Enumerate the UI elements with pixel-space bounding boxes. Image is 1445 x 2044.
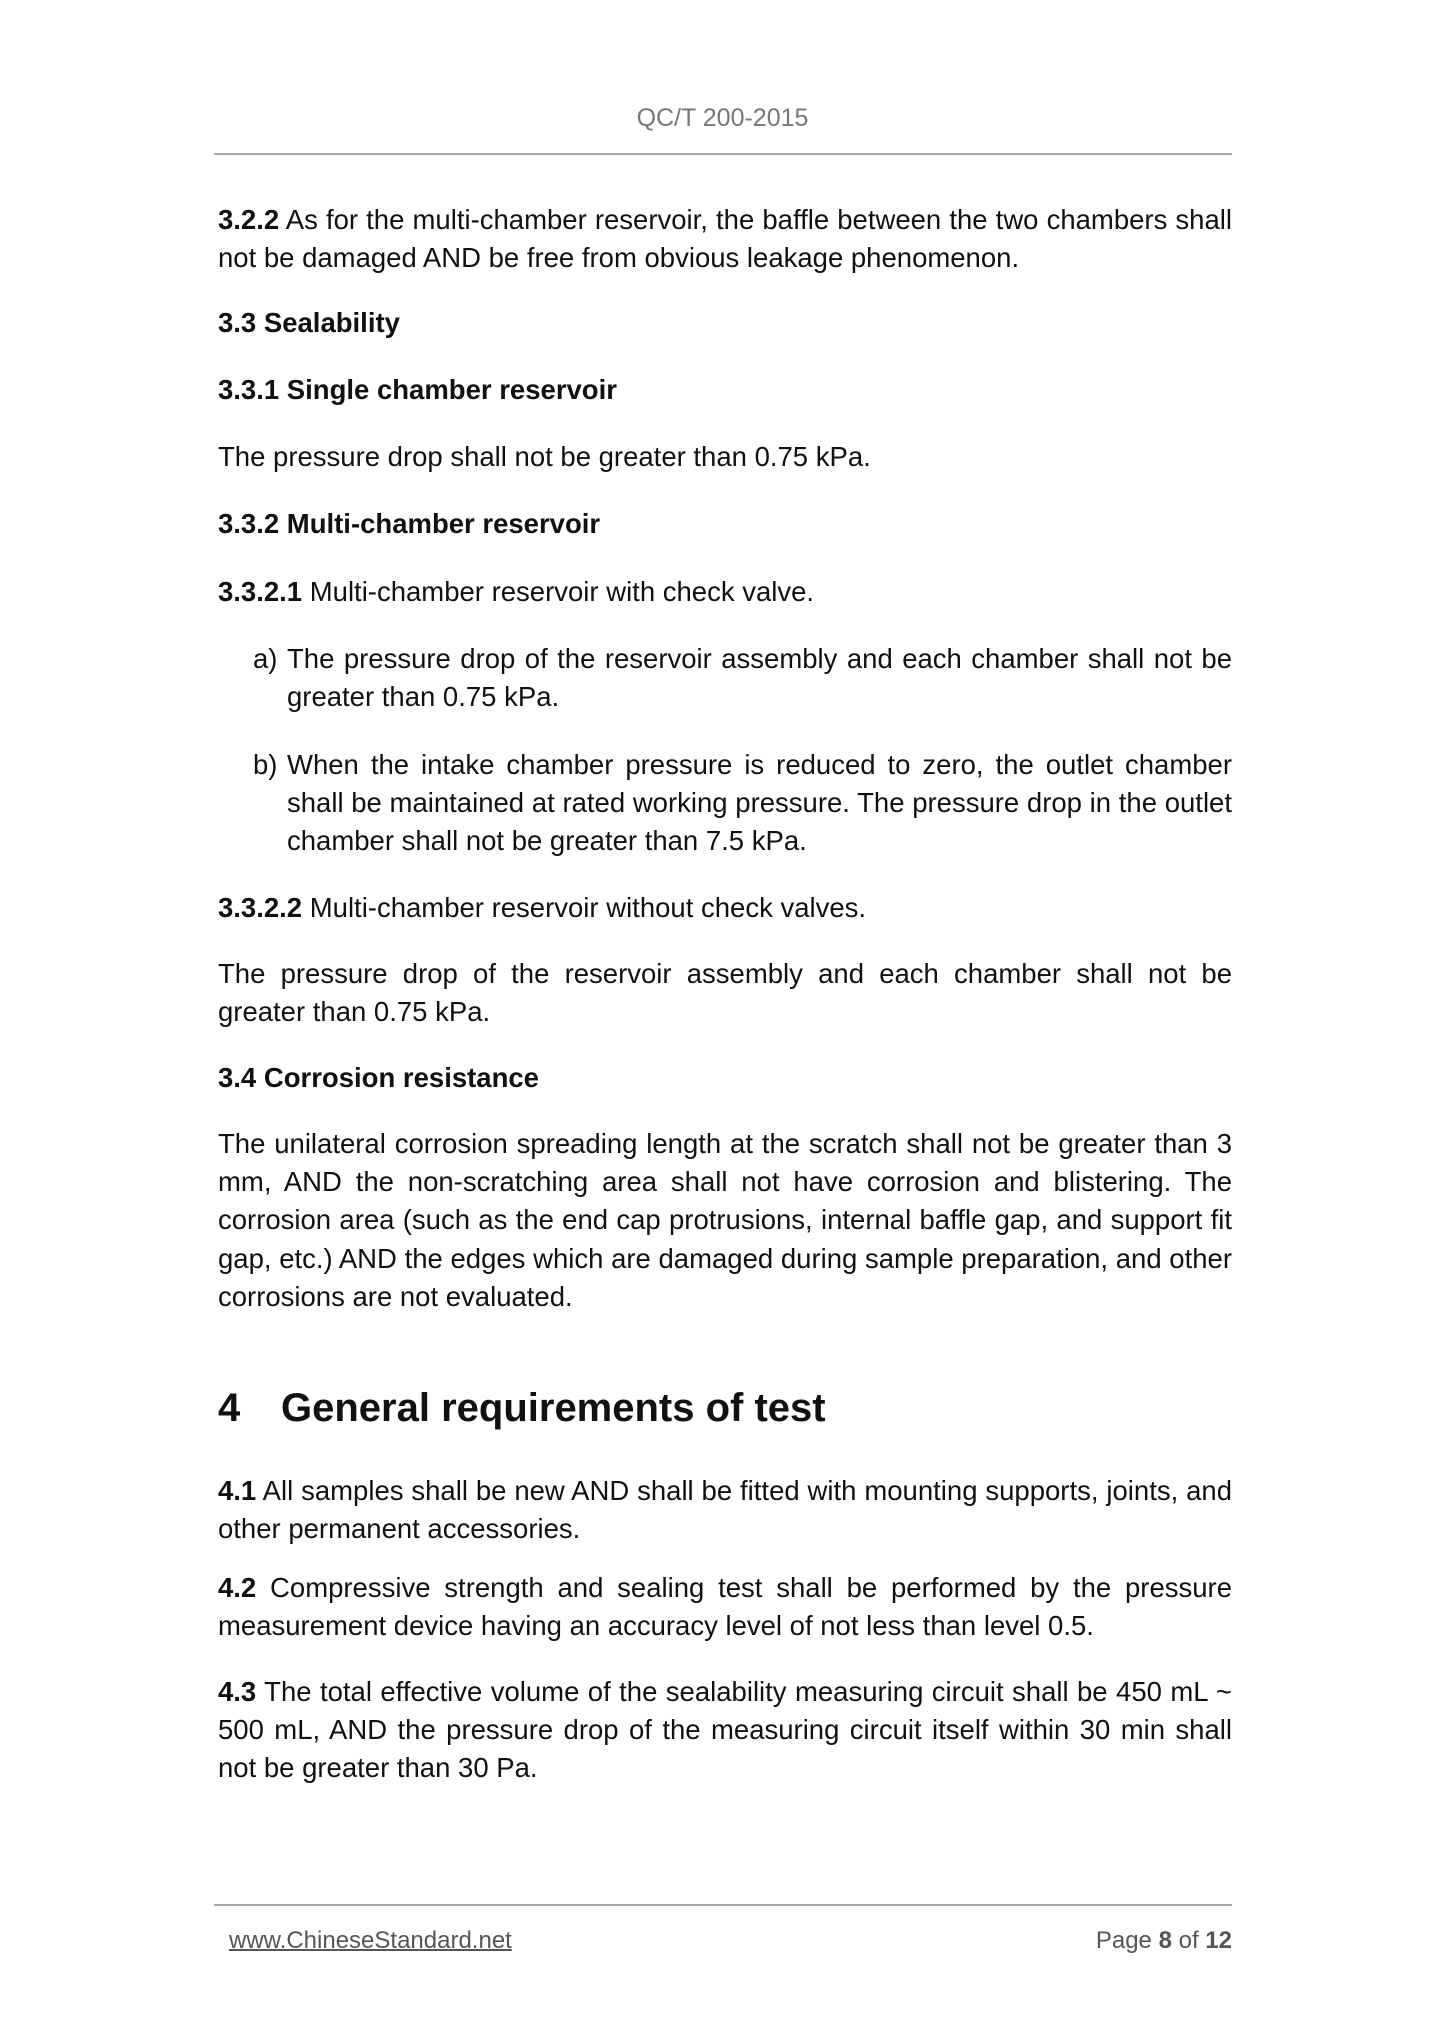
- chapter-title: General requirements of test: [281, 1386, 826, 1430]
- paragraph-3-3-2-1: [218, 573, 1232, 611]
- clause-number: 4.1: [218, 1475, 257, 1506]
- paragraph-3-3-1: The pressure drop shall not be greater than 0.75 kPa.: [218, 441, 871, 472]
- clause-number: 4.3: [218, 1676, 257, 1707]
- of-label: of: [1178, 1927, 1199, 1954]
- page-label: Page: [1095, 1927, 1152, 1954]
- chapter-number: 4: [218, 1386, 241, 1430]
- clause-text: Compressive strength and sealing test shall be performed by the pressure measurement device having an accuracy level of not less than level 0.5.: [218, 1572, 1232, 1642]
- paragraph-3-3-2-2: [218, 889, 1232, 927]
- clause-text: As for the multi-chamber reservoir, the baffle between the two chambers shall not be damaged AND be free from obvious leakage phenomenon.: [218, 204, 1232, 274]
- document-code-header: QC/T 200-2015: [636, 104, 809, 132]
- list-item-text: When the intake chamber pressure is reduced to zero, the outlet chamber shall be maintained at rated working pressure. The pressure drop in the outlet chamber shall not be greater than 7.5 kPa.: [287, 749, 1232, 857]
- paragraph-3-4: The unilateral corrosion spreading length at the scratch shall not be greater than 3 mm, AND the non-scratching area shall not have corrosion and blistering. The corrosion area (such as the end cap protrusions, internal baffle gap, and support fit gap, etc.) AND the edges which are damaged during sample preparation, and other corrosions are not evaluated.: [218, 1128, 1232, 1312]
- clause-number: 4.2: [218, 1572, 257, 1603]
- page-current: 8: [1158, 1927, 1172, 1954]
- paragraph-4-3: [218, 1673, 1232, 1788]
- clause-text: The total effective volume of the sealability measuring circuit shall be 450 mL ~ 500 mL, AND the pressure drop of the measuring circuit itself within 30 min shall not be greater than 30 Pa.: [218, 1676, 1232, 1784]
- clause-text: Multi-chamber reservoir with check valve.: [309, 576, 815, 607]
- list-item-b: [253, 746, 1232, 861]
- clause-text: Multi-chamber reservoir without check valves.: [309, 892, 867, 923]
- list-item-text: The pressure drop of the reservoir assembly and each chamber shall not be greater than 0.75 kPa.: [287, 643, 1232, 713]
- heading-3-3: 3.3 Sealability: [218, 307, 400, 338]
- paragraph-3-3-2-2-body: The pressure drop of the reservoir assembly and each chamber shall not be greater than 0.75 kPa.: [218, 958, 1232, 1028]
- list-item-a: [253, 640, 1232, 716]
- list-marker: b): [253, 749, 278, 780]
- chapter-heading-4: [218, 1384, 826, 1432]
- footer-divider: [214, 1904, 1232, 1906]
- header-divider: [214, 153, 1232, 155]
- paragraph-4-1: [218, 1472, 1232, 1548]
- heading-3-4: 3.4 Corrosion resistance: [218, 1062, 539, 1093]
- paragraph-4-2: [218, 1569, 1232, 1645]
- website-link[interactable]: www.ChineseStandard.net: [229, 1927, 512, 1954]
- clause-text: All samples shall be new AND shall be fitted with mounting supports, joints, and other permanent accessories.: [218, 1475, 1233, 1545]
- page-indicator: [1096, 1926, 1232, 1956]
- paragraph-3-2-2: [218, 201, 1232, 277]
- list-marker: a): [253, 643, 278, 674]
- clause-number: 3.3.2.1: [218, 576, 303, 607]
- clause-number: 3.3.2.2: [218, 892, 303, 923]
- page-total: 12: [1205, 1927, 1232, 1954]
- heading-3-3-1: 3.3.1 Single chamber reservoir: [218, 374, 617, 405]
- clause-number: 3.2.2: [218, 204, 280, 235]
- heading-3-3-2: 3.3.2 Multi-chamber reservoir: [218, 508, 601, 539]
